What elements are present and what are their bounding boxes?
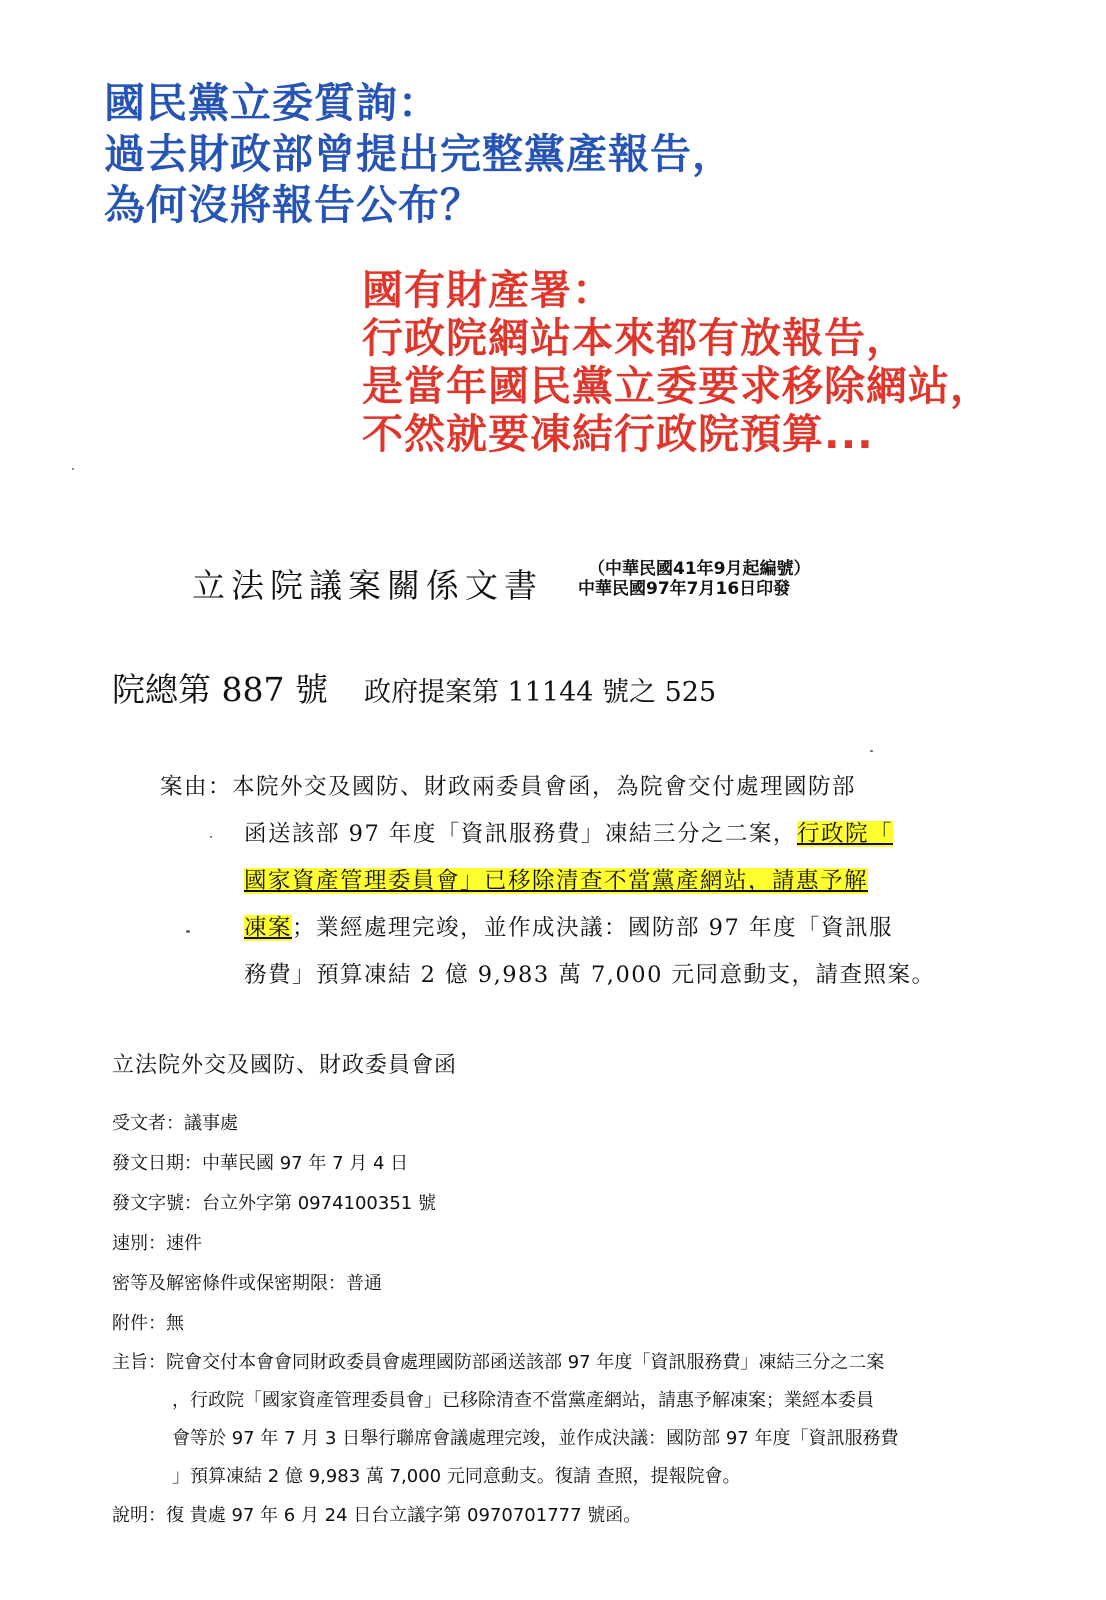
case-line-1 — [160, 764, 990, 811]
case-text-2b-highlight: 行政院「 — [796, 821, 893, 847]
case-line-3 — [160, 858, 990, 905]
case-text-3-highlight: 國家資產管理委員會」已移除清查不當黨產網站，請惠予解 — [244, 868, 869, 894]
answer-annotation — [362, 266, 992, 458]
question-line-1: 國民黨立委質詢： — [104, 79, 440, 127]
case-text-4b: ；業經處理完竣，並作成決議：國防部 97 年度「資訊服 — [292, 915, 893, 941]
case-line-4 — [160, 905, 990, 952]
answer-line-1: 國有財產署： — [362, 266, 614, 314]
document-meta — [578, 559, 811, 599]
letter-recipient: 受文者：議事處 — [112, 1113, 238, 1134]
answer-line-2: 行政院網站本來都有放報告， — [362, 314, 908, 362]
scan-speck — [186, 930, 190, 933]
document-number-main: 院總第 887 號 — [112, 670, 328, 709]
answer-line-3: 是當年國民黨立委要求移除網站， — [362, 362, 992, 410]
letter-ref-no: 發文字號：台立外字第 0974100351 號 — [112, 1193, 436, 1214]
letter-speed: 速別：速件 — [112, 1233, 202, 1254]
letter-subject-line-1: 主旨：院會交付本會會同財政委員會處理國防部函送該部 97 年度「資訊服務費」凍結三分之二案 — [112, 1352, 885, 1373]
document-number-sub: 政府提案第 11144 號之 525 — [363, 677, 717, 708]
case-line-2 — [160, 811, 990, 858]
scan-speck — [72, 468, 74, 470]
answer-line-4: 不然就要凍結行政院預算... — [362, 410, 874, 458]
document-meta-line-1: （中華民國41年9月起編號） — [588, 559, 811, 579]
question-line-3: 為何沒將報告公布？ — [104, 181, 482, 229]
case-summary — [160, 764, 990, 999]
letter-date: 發文日期：中華民國 97 年 7 月 4 日 — [112, 1153, 409, 1174]
question-annotation — [104, 78, 734, 231]
question-line-2: 過去財政部曾提出完整黨產報告， — [104, 130, 734, 178]
case-label: 案由： — [160, 774, 233, 800]
case-line-5 — [160, 952, 990, 999]
document-meta-line-2: 中華民國97年7月16日印發 — [578, 579, 791, 599]
document-number — [112, 664, 716, 711]
case-text-1: 本院外交及國防、財政兩委員會函，為院會交付處理國防部 — [232, 774, 857, 800]
letter-attachment: 附件：無 — [112, 1313, 184, 1334]
letter-secrecy: 密等及解密條件或保密期限：普通 — [112, 1273, 382, 1294]
letter-subject-line-3: 會等於 97 年 7 月 3 日舉行聯席會議處理完竣，並作成決議：國防部 97 年度「資訊服務費 — [172, 1428, 899, 1449]
committee-heading: 立法院外交及國防、財政委員會函 — [112, 1053, 458, 1078]
letter-explanation: 說明：復 貴處 97 年 6 月 24 日台立議字第 0970701777 號函。 — [112, 1505, 642, 1526]
scan-speck — [210, 836, 212, 838]
official-letter — [112, 1104, 992, 1536]
case-text-4a-highlight: 凍案 — [244, 915, 293, 941]
case-text-5: 務費」預算凍結 2 億 9,983 萬 7,000 元同意動支，請查照案。 — [244, 962, 936, 988]
letter-subject — [112, 1344, 992, 1496]
document-title: 立法院議案關係文書 — [192, 566, 543, 605]
case-text-2a: 函送該部 97 年度「資訊服務費」凍結三分之二案， — [244, 821, 797, 847]
scan-speck — [870, 750, 873, 752]
letter-subject-line-4: 」預算凍結 2 億 9,983 萬 7,000 元同意動支。復請 查照，提報院會。 — [172, 1466, 741, 1487]
letter-subject-line-2: ，行政院「國家資產管理委員會」已移除清查不當黨產網站，請惠予解凍案；業經本委員 — [172, 1390, 874, 1411]
